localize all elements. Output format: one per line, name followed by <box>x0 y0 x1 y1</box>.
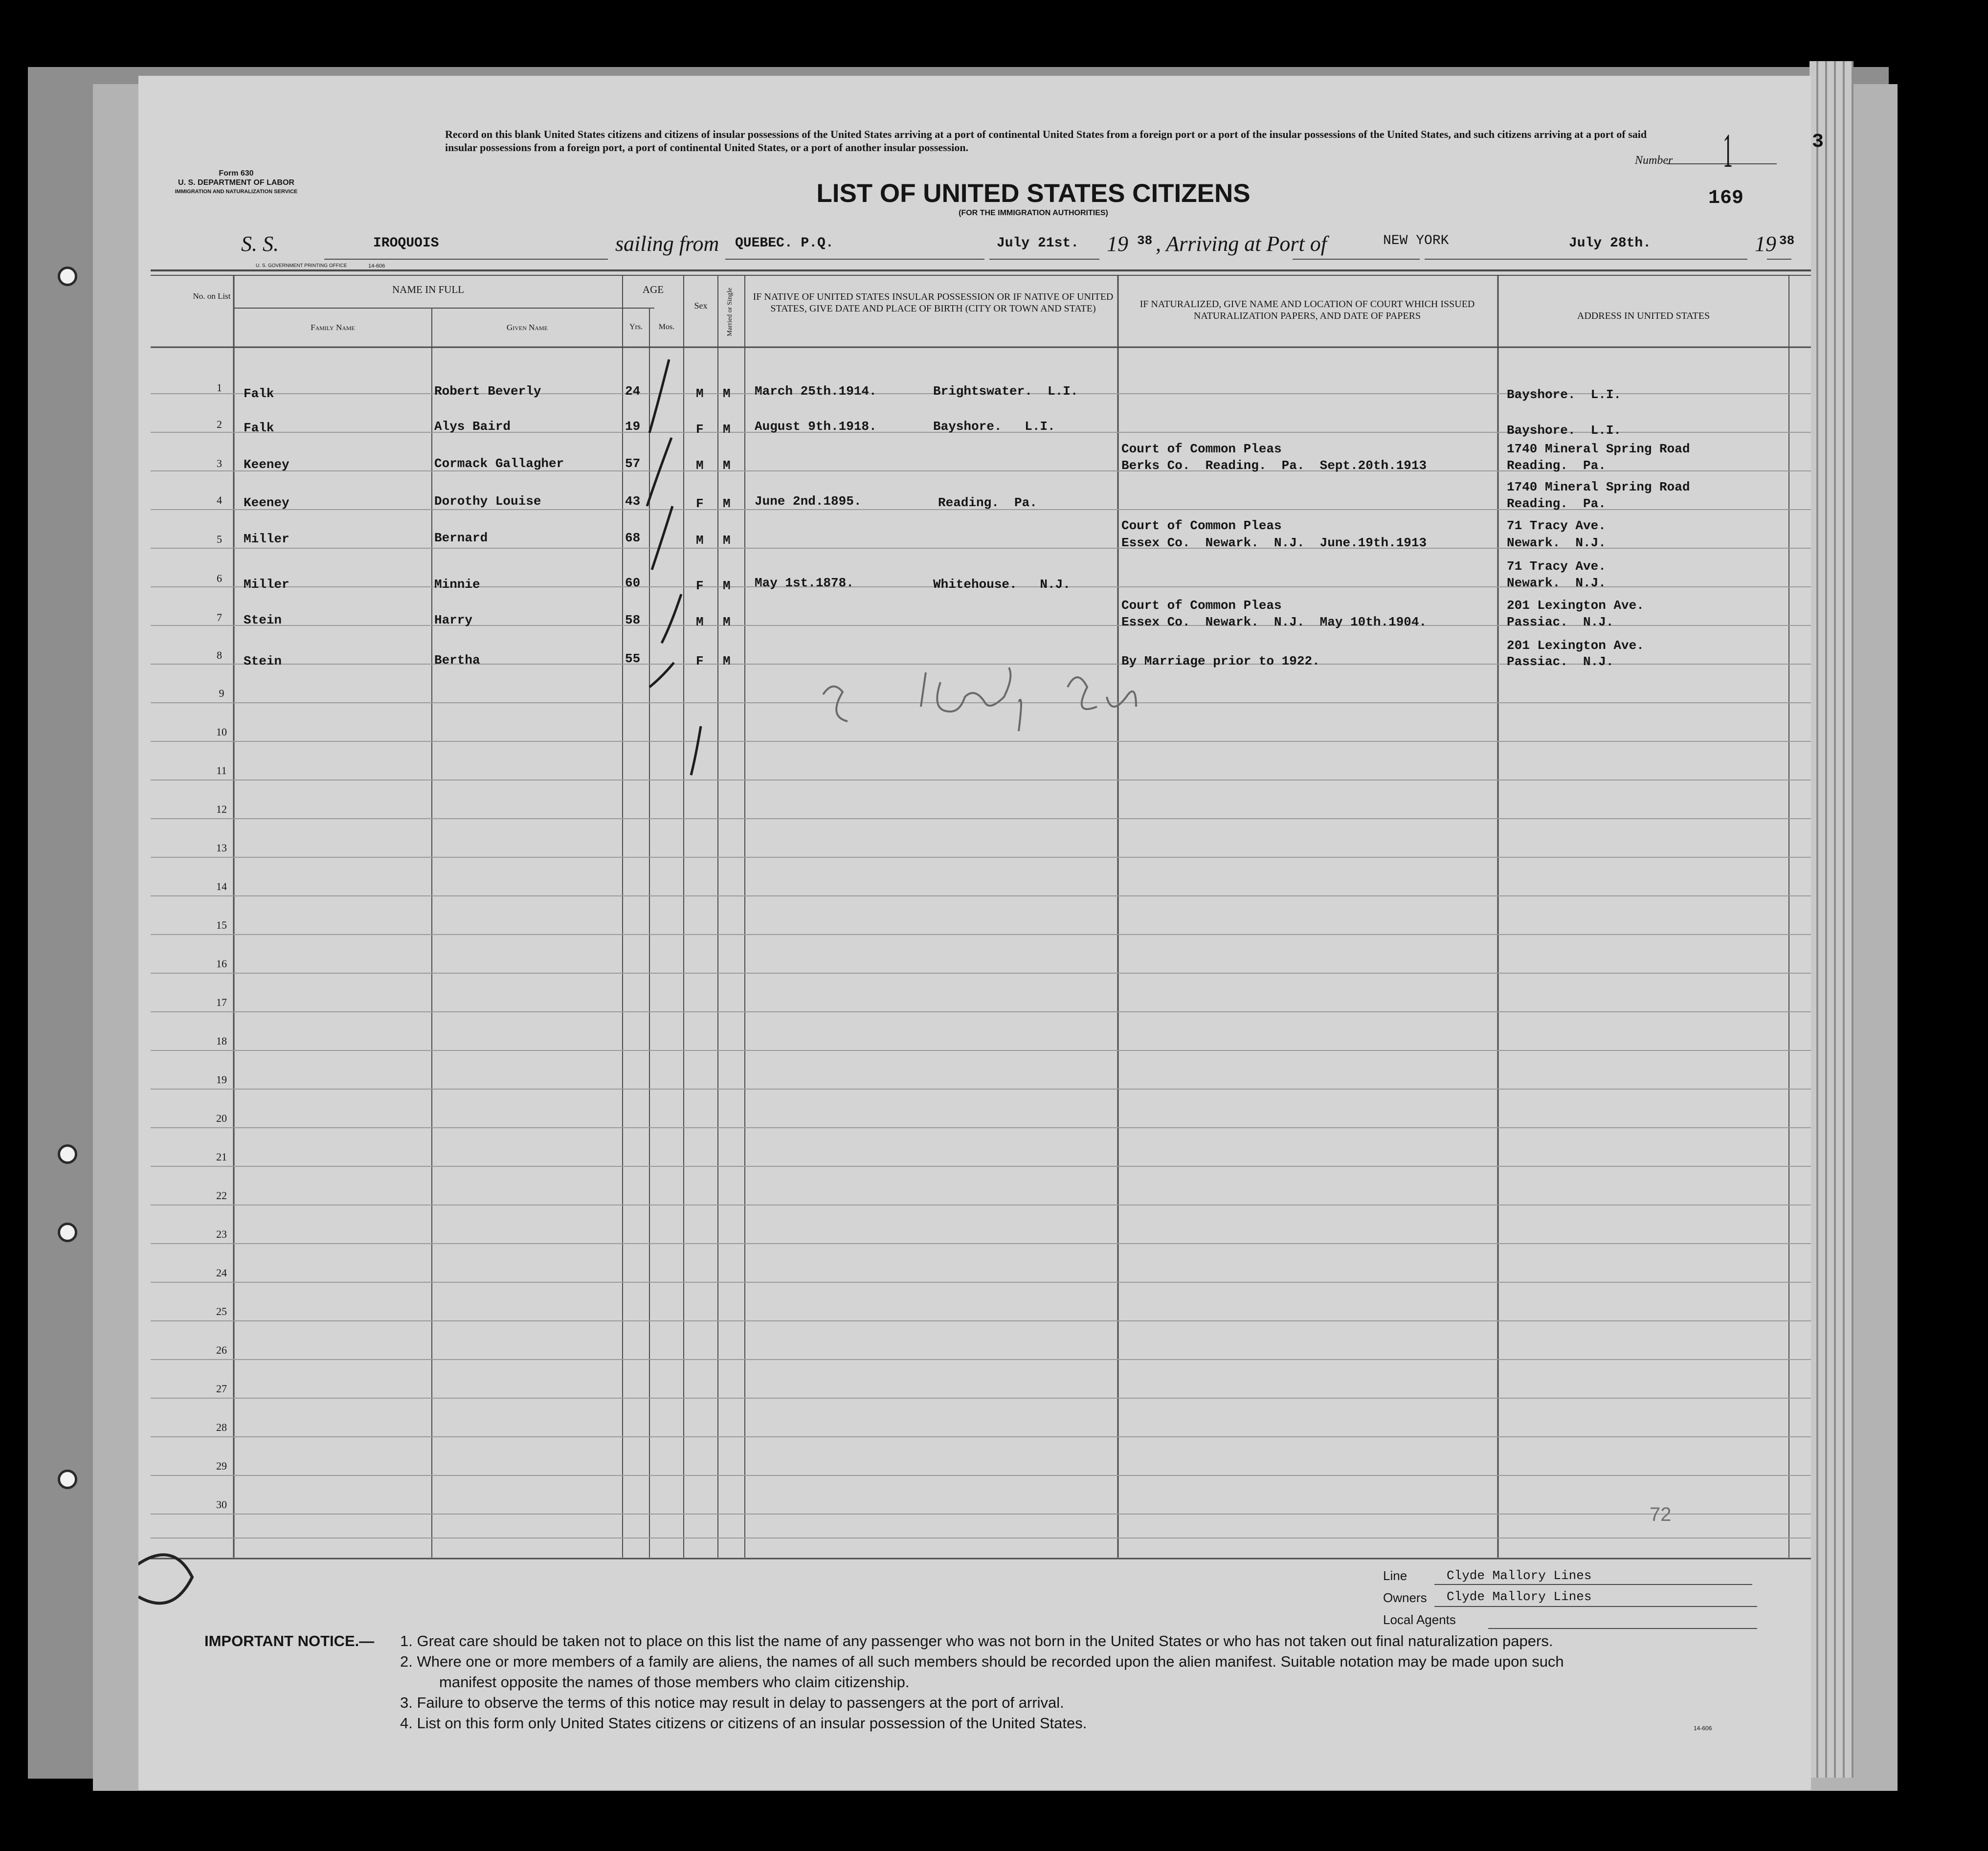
family-name: Falk <box>244 421 274 435</box>
address-line-2: Reading. Pa. <box>1507 458 1606 473</box>
row-number: 11 <box>216 764 227 777</box>
form-subtitle: (FOR THE IMMIGRATION AUTHORITIES) <box>959 209 1108 217</box>
row-number: 1 <box>217 381 222 394</box>
marital-status: M <box>723 533 731 548</box>
ship-name: IROQUOIS <box>373 236 439 251</box>
arrival-port: NEW YORK <box>1383 233 1449 248</box>
birth-date: June 2nd.1895. <box>755 494 862 509</box>
binder-hole <box>58 267 77 286</box>
header-family-name: Family Name <box>311 323 355 332</box>
row-number: 17 <box>216 996 227 1008</box>
court-location-date: Essex Co. Newark. N.J. May 10th.1904. <box>1121 615 1427 629</box>
arrival-year: 38 <box>1779 233 1795 248</box>
given-name: Harry <box>434 613 473 627</box>
address-line-1: 1740 Mineral Spring Road <box>1507 442 1690 456</box>
row-number: 5 <box>217 533 222 545</box>
form-grid <box>138 76 1811 1790</box>
row-number: 14 <box>216 880 227 892</box>
row-number: 19 <box>216 1073 227 1086</box>
notice-item-2b: manifest opposite the names of those members who claim citizenship. <box>439 1673 910 1691</box>
given-name: Robert Beverly <box>434 384 541 399</box>
row-number: 6 <box>217 572 222 584</box>
owners-value: Clyde Mallory Lines <box>1447 1589 1592 1604</box>
row-number: 29 <box>216 1460 227 1472</box>
row-number: 3 <box>217 457 222 469</box>
row-number: 28 <box>216 1421 227 1433</box>
given-name: Minnie <box>434 577 480 592</box>
arrival-date: July 28th. <box>1569 236 1652 251</box>
notice-item-3: 3. Failure to observe the terms of this notice may result in delay to passengers at the port of arrival. <box>400 1694 1064 1711</box>
row-number: 12 <box>216 803 227 815</box>
birth-date: May 1st.1878. <box>755 576 854 590</box>
family-name: Miller <box>244 577 290 592</box>
row-number: 7 <box>217 611 222 624</box>
binder-hole <box>58 1144 77 1164</box>
header-address: ADDRESS IN UNITED STATES <box>1577 311 1710 321</box>
family-name: Stein <box>244 654 282 669</box>
printer-credit: U. S. GOVERNMENT PRINTING OFFICE <box>256 263 347 268</box>
court-location-date: Essex Co. Newark. N.J. June.19th.1913 <box>1121 535 1427 550</box>
address-line-1: 201 Lexington Ave. <box>1507 598 1644 613</box>
row-number: 2 <box>217 418 222 430</box>
birth-date: March 25th.1914. <box>755 384 877 399</box>
age-years: 57 <box>625 456 641 471</box>
sex: F <box>696 496 704 511</box>
family-name: Miller <box>244 532 290 546</box>
line-label: Line <box>1383 1568 1407 1583</box>
family-name: Stein <box>244 613 282 627</box>
header-married-single: Married or Single <box>726 288 734 336</box>
address-line-2: Passiac. N.J. <box>1507 654 1614 669</box>
given-name: Bertha <box>434 653 480 668</box>
marital-status: M <box>723 615 731 629</box>
header-given-name: Given Name <box>506 323 548 332</box>
address-line-1: 1740 Mineral Spring Road <box>1507 480 1690 494</box>
age-years: 24 <box>625 384 641 399</box>
birth-place: Brightswater. L.I. <box>933 384 1078 399</box>
age-years: 19 <box>625 419 641 434</box>
row-number: 24 <box>216 1267 227 1279</box>
given-name: Bernard <box>434 531 488 545</box>
court-name: Court of Common Pleas <box>1121 598 1282 613</box>
printer-code: 14-606 <box>368 263 385 269</box>
row-number: 13 <box>216 842 227 854</box>
birth-date: August 9th.1918. <box>755 419 877 434</box>
age-years: 43 <box>625 494 641 509</box>
binder-hole <box>58 1470 77 1489</box>
form-number: Form 630 <box>219 169 254 178</box>
address-line-2: Bayshore. L.I. <box>1507 423 1622 438</box>
departure-date: July 21st. <box>997 236 1079 251</box>
row-number: 10 <box>216 726 227 738</box>
row-number: 4 <box>217 494 222 506</box>
marital-status: M <box>723 654 731 669</box>
row-number: 9 <box>219 687 224 699</box>
birth-place: Reading. Pa. <box>938 495 1037 510</box>
sex: F <box>696 579 704 593</box>
given-name: Cormack Gallagher <box>434 456 564 471</box>
address-line-1: 71 Tracy Ave. <box>1507 518 1606 533</box>
departure-port: QUEBEC. P.Q. <box>735 236 834 251</box>
sex: M <box>696 615 704 629</box>
notice-item-2a: 2. Where one or more members of a family are aliens, the names of all such members should be recorded upon the alien manifest. Suitable notation may be made upon such <box>400 1653 1564 1670</box>
departure-year-prefix: 19 <box>1107 232 1128 256</box>
row-number: 26 <box>216 1344 227 1356</box>
stacked-page-edges <box>1809 61 1854 1778</box>
given-name: Dorothy Louise <box>434 494 541 509</box>
marital-status: M <box>723 579 731 593</box>
row-number: 20 <box>216 1112 227 1124</box>
header-name-in-full: NAME IN FULL <box>392 284 464 295</box>
marital-status: M <box>723 386 731 401</box>
family-name: Keeney <box>244 495 290 510</box>
row-number: 21 <box>216 1151 227 1163</box>
header-naturalized: IF NATURALIZED, GIVE NAME AND LOCATION OF COURT WHICH ISSUED NATURALIZATION PAPERS, AND DATE OF PAPERS <box>1139 299 1475 321</box>
page-stamp: 72 <box>1650 1504 1672 1525</box>
form-instruction: Record on this blank United States citizens and citizens of insular possessions of the United States arriving at a port of continental United States from a foreign port or a port of the insular possessions of the United States, and such citizens arriving at a port of said insular possessions from a foreign port, a port of continental United States, or a port of another insular possession. <box>445 128 1647 154</box>
age-years: 55 <box>625 651 641 666</box>
sailing-from-label: sailing from <box>615 232 719 256</box>
birth-place: Whitehouse. N.J. <box>933 577 1071 592</box>
page-number: 169 <box>1708 187 1744 209</box>
local-agents-label: Local Agents <box>1383 1612 1456 1627</box>
address-line-2: Reading. Pa. <box>1507 496 1606 511</box>
row-number: 27 <box>216 1383 227 1395</box>
row-number: 16 <box>216 958 227 970</box>
given-name: Alys Baird <box>434 419 511 434</box>
row-number: 18 <box>216 1035 227 1047</box>
notice-item-4: 4. List on this form only United States citizens or citizens of an insular possession of the United States. <box>400 1715 1087 1732</box>
form-title: LIST OF UNITED STATES CITIZENS <box>816 179 1251 208</box>
owners-label: Owners <box>1383 1590 1427 1605</box>
marital-status: M <box>723 496 731 511</box>
sex: F <box>696 422 704 437</box>
row-number: 30 <box>216 1498 227 1511</box>
address-line-2: Passiac. N.J. <box>1507 615 1614 629</box>
family-name: Falk <box>244 386 274 401</box>
sex: M <box>696 386 704 401</box>
footer-code: 14-606 <box>1694 1725 1712 1732</box>
number-value: 1 <box>1723 123 1733 178</box>
arrival-year-prefix: 19 <box>1755 232 1776 256</box>
manifest-sheet <box>138 76 1811 1790</box>
arriving-label: , Arriving at Port of <box>1156 232 1327 256</box>
notice-heading: IMPORTANT NOTICE.— <box>204 1632 375 1650</box>
service-name: IMMIGRATION AND NATURALIZATION SERVICE <box>175 189 298 195</box>
marital-status: M <box>723 422 731 437</box>
address-line-2: Newark. N.J. <box>1507 535 1606 550</box>
ss-label: S. S. <box>241 232 279 256</box>
age-years: 58 <box>625 613 641 627</box>
departure-year: 38 <box>1137 233 1153 248</box>
birth-place: Bayshore. L.I. <box>933 419 1055 434</box>
sex: F <box>696 654 704 669</box>
header-birth: IF NATIVE OF UNITED STATES INSULAR POSSESSION OR IF NATIVE OF UNITED STATES, GIVE DATE AND PLACE OF BIRTH (CITY OR TOWN AND STATE) <box>753 291 1114 314</box>
age-years: 68 <box>625 531 641 545</box>
line-value: Clyde Mallory Lines <box>1447 1568 1592 1583</box>
address-line-2: Newark. N.J. <box>1507 576 1606 590</box>
row-number: 25 <box>216 1305 227 1317</box>
court-location-date: Berks Co. Reading. Pa. Sept.20th.1913 <box>1121 458 1427 473</box>
sex: M <box>696 458 704 473</box>
court-location-date: By Marriage prior to 1922. <box>1121 654 1320 669</box>
header-yrs: Yrs. <box>629 323 643 331</box>
header-sex: Sex <box>694 301 708 311</box>
binder-hole <box>58 1223 77 1242</box>
corner-mark: 3 <box>1812 131 1824 153</box>
family-name: Keeney <box>244 457 290 472</box>
header-no-on-list: No. on List <box>193 291 231 301</box>
row-number: 22 <box>216 1189 227 1202</box>
address-line-1: 201 Lexington Ave. <box>1507 638 1644 653</box>
row-number: 8 <box>217 649 222 661</box>
court-name: Court of Common Pleas <box>1121 442 1282 456</box>
sex: M <box>696 533 704 548</box>
notice-item-1: 1. Great care should be taken not to place on this list the name of any passenger who was not born in the United States or who has not taken out final naturalization papers. <box>400 1632 1553 1650</box>
row-number: 15 <box>216 919 227 931</box>
court-name: Court of Common Pleas <box>1121 518 1282 533</box>
address-line-1: 71 Tracy Ave. <box>1507 559 1606 574</box>
department-name: U. S. DEPARTMENT OF LABOR <box>178 178 294 187</box>
age-years: 60 <box>625 576 641 590</box>
row-number: 23 <box>216 1228 227 1240</box>
address-line-2: Bayshore. L.I. <box>1507 387 1622 402</box>
header-mos: Mos. <box>658 323 675 331</box>
marital-status: M <box>723 458 731 473</box>
header-age: AGE <box>642 284 664 295</box>
number-label: Number <box>1635 154 1673 167</box>
